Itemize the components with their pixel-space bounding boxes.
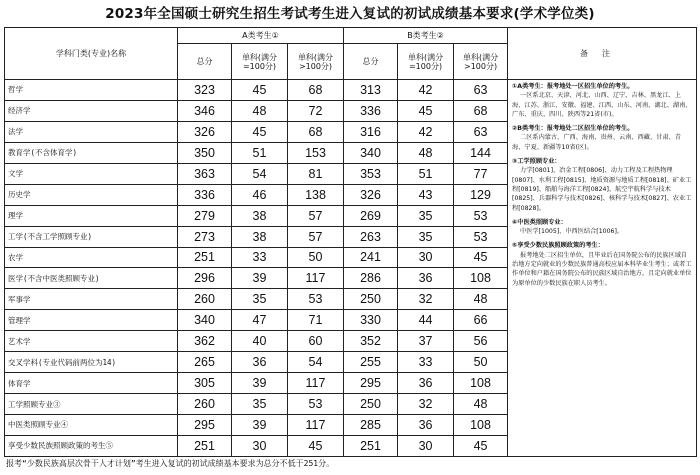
b-single-100-cell: 51	[398, 163, 454, 184]
note-title: ⑤享受少数民族照顾政策的考生：	[512, 242, 604, 250]
b-total-cell: 285	[344, 415, 398, 436]
b-single-over-100-header: 单科(满分>100分)	[454, 44, 508, 80]
a-single-100-cell: 48	[232, 100, 288, 121]
a-single-over-100-cell: 68	[288, 80, 344, 101]
b-single-100-cell: 36	[398, 373, 454, 394]
table-body	[5, 80, 697, 457]
b-total-cell: 269	[344, 205, 398, 226]
b-single-100-cell: 42	[398, 80, 454, 101]
a-single-over-100-cell: 53	[288, 394, 344, 415]
a-single-over-100-cell: 45	[288, 435, 344, 456]
b-single-over-100-cell: 63	[454, 121, 508, 142]
b-single-over-100-cell: 50	[454, 352, 508, 373]
b-total-cell: 336	[344, 100, 398, 121]
b-single-100-header: 单科(满分=100分)	[398, 44, 454, 80]
b-single-over-100-cell: 108	[454, 415, 508, 436]
a-total-cell: 326	[178, 121, 232, 142]
a-single-100-cell: 39	[232, 373, 288, 394]
a-single-100-cell: 51	[232, 142, 288, 163]
a-single-over-100-cell: 81	[288, 163, 344, 184]
b-single-over-100-cell: 66	[454, 310, 508, 331]
group-a-header: A类考生①	[178, 28, 344, 44]
b-total-cell: 340	[344, 142, 398, 163]
b-total-cell: 286	[344, 268, 398, 289]
a-single-100-cell: 30	[232, 435, 288, 456]
b-single-over-100-cell: 45	[454, 247, 508, 268]
subject-name: 军事学	[5, 289, 178, 310]
a-single-100-cell: 40	[232, 331, 288, 352]
subject-name: 中医类照顾专业④	[5, 415, 178, 436]
note-text: 中医学[1005]、中西医结合[1006]。	[520, 228, 624, 236]
a-single-over-100-cell: 138	[288, 184, 344, 205]
note-block	[512, 124, 692, 152]
a-single-over-100-cell: 117	[288, 415, 344, 436]
table-row	[5, 80, 697, 101]
b-single-over-100-cell: 108	[454, 373, 508, 394]
note-text: 力学[0801]、冶金工程[0806]、动力工程及工程热物理[0807]、水利工程[0815]、地质资源与地质工程[0818]、矿业工程[0819]、船舶与海洋工程[0824]、航空宇航科学与技术[0825]、兵器科学与技术[0826]、核科学与技术[0827]、农业工程[0828]。	[512, 167, 692, 212]
b-single-over-100-cell: 77	[454, 163, 508, 184]
a-single-over-100-cell: 54	[288, 352, 344, 373]
subject-name: 哲学	[5, 80, 178, 101]
a-total-cell: 340	[178, 310, 232, 331]
a-total-cell: 305	[178, 373, 232, 394]
b-total-cell: 250	[344, 289, 398, 310]
b-single-over-100-cell: 63	[454, 80, 508, 101]
b-single-100-cell: 48	[398, 142, 454, 163]
note-title: ②B类考生：报考地处二区招生单位的考生。	[512, 125, 634, 133]
b-single-over-100-cell: 53	[454, 205, 508, 226]
subject-name: 艺术学	[5, 331, 178, 352]
b-single-100-cell: 36	[398, 415, 454, 436]
a-total-cell: 362	[178, 331, 232, 352]
a-total-cell: 323	[178, 80, 232, 101]
b-single-100-cell: 45	[398, 100, 454, 121]
b-single-over-100-cell: 48	[454, 394, 508, 415]
b-total-cell: 263	[344, 226, 398, 247]
note-block	[512, 241, 692, 287]
b-single-100-cell: 36	[398, 268, 454, 289]
b-single-100-cell: 37	[398, 331, 454, 352]
note-block	[512, 157, 692, 213]
b-total-cell: 330	[344, 310, 398, 331]
a-single-over-100-cell: 50	[288, 247, 344, 268]
a-total-cell: 346	[178, 100, 232, 121]
b-single-100-cell: 35	[398, 205, 454, 226]
a-single-over-100-header: 单科(满分>100分)	[288, 44, 344, 80]
subject-name: 工学(不含工学照顾专业)	[5, 226, 178, 247]
footer-note: 报考“少数民族高层次骨干人才计划”考生进入复试的初试成绩基本要求为总分不低于251分。	[6, 459, 335, 468]
a-total-header: 总分	[178, 44, 232, 80]
b-total-header: 总分	[344, 44, 398, 80]
b-single-over-100-cell: 129	[454, 184, 508, 205]
note-text: 二区系内蒙古、广西、海南、贵州、云南、西藏、甘肃、青海、宁夏、新疆等10省(区)。	[512, 134, 681, 151]
a-single-100-cell: 45	[232, 80, 288, 101]
b-total-cell: 313	[344, 80, 398, 101]
a-single-over-100-cell: 68	[288, 121, 344, 142]
a-single-100-cell: 54	[232, 163, 288, 184]
a-single-over-100-cell: 57	[288, 205, 344, 226]
b-single-100-cell: 44	[398, 310, 454, 331]
b-single-over-100-cell: 108	[454, 268, 508, 289]
subject-name: 交叉学科(专业代码前两位为14)	[5, 352, 178, 373]
notes-cell	[508, 80, 697, 457]
b-single-over-100-cell: 144	[454, 142, 508, 163]
subject-name: 经济学	[5, 100, 178, 121]
note-block	[512, 82, 692, 119]
b-total-cell: 255	[344, 352, 398, 373]
a-single-over-100-cell: 57	[288, 226, 344, 247]
note-text: 一区系北京、天津、河北、山西、辽宁、吉林、黑龙江、上海、江苏、浙江、安徽、福建、江西、山东、河南、湖北、湖南、广东、重庆、四川、陕西等21省(市)。	[512, 92, 692, 118]
a-single-over-100-cell: 117	[288, 373, 344, 394]
note-block	[512, 218, 692, 237]
a-total-cell: 296	[178, 268, 232, 289]
b-single-100-cell: 32	[398, 289, 454, 310]
group-b-header: B类考生②	[344, 28, 508, 44]
subject-name: 工学照顾专业③	[5, 394, 178, 415]
b-total-cell: 326	[344, 184, 398, 205]
a-single-100-cell: 46	[232, 184, 288, 205]
notes-header: 备注	[508, 28, 697, 80]
a-single-over-100-cell: 72	[288, 100, 344, 121]
b-single-over-100-cell: 68	[454, 100, 508, 121]
a-single-100-cell: 45	[232, 121, 288, 142]
a-total-cell: 260	[178, 289, 232, 310]
b-single-100-cell: 30	[398, 435, 454, 456]
b-single-over-100-cell: 45	[454, 435, 508, 456]
a-total-cell: 363	[178, 163, 232, 184]
b-single-over-100-cell: 48	[454, 289, 508, 310]
subject-name: 文学	[5, 163, 178, 184]
subject-name: 管理学	[5, 310, 178, 331]
a-single-100-cell: 36	[232, 352, 288, 373]
a-total-cell: 336	[178, 184, 232, 205]
b-single-100-cell: 30	[398, 247, 454, 268]
a-total-cell: 273	[178, 226, 232, 247]
subject-name: 历史学	[5, 184, 178, 205]
b-single-100-cell: 42	[398, 121, 454, 142]
a-total-cell: 350	[178, 142, 232, 163]
a-total-cell: 295	[178, 415, 232, 436]
a-single-100-header: 单科(满分=100分)	[232, 44, 288, 80]
subject-name: 教育学(不含体育学)	[5, 142, 178, 163]
a-total-cell: 260	[178, 394, 232, 415]
score-requirements-table	[4, 27, 697, 457]
b-single-100-cell: 33	[398, 352, 454, 373]
note-title: ③工学照顾专业：	[512, 158, 561, 166]
a-single-100-cell: 35	[232, 394, 288, 415]
a-total-cell: 265	[178, 352, 232, 373]
a-single-100-cell: 39	[232, 415, 288, 436]
a-single-over-100-cell: 60	[288, 331, 344, 352]
note-text: 报考地处二区招生单位，且毕业后在国务院公布的民族区域自治地方定向就业的少数民族普通高校应届本科毕业生考生；或者工作单位和户籍在国务院公布的民族区域自治地方，且定向就业单位为原单位的少数民族在职人员考生。	[512, 251, 692, 287]
a-total-cell: 279	[178, 205, 232, 226]
b-single-100-cell: 35	[398, 226, 454, 247]
page-title: 2023年全国硕士研究生招生考试考生进入复试的初试成绩基本要求(学术学位类)	[105, 6, 595, 22]
b-total-cell: 250	[344, 394, 398, 415]
b-total-cell: 295	[344, 373, 398, 394]
subject-name: 医学(不含中医类照顾专业)	[5, 268, 178, 289]
a-single-100-cell: 38	[232, 226, 288, 247]
a-single-100-cell: 39	[232, 268, 288, 289]
a-total-cell: 251	[178, 435, 232, 456]
b-total-cell: 352	[344, 331, 398, 352]
b-total-cell: 251	[344, 435, 398, 456]
a-single-over-100-cell: 71	[288, 310, 344, 331]
b-single-100-cell: 32	[398, 394, 454, 415]
b-single-over-100-cell: 53	[454, 226, 508, 247]
b-total-cell: 353	[344, 163, 398, 184]
a-single-100-cell: 47	[232, 310, 288, 331]
subject-column-header: 学科门类(专业)名称	[5, 28, 178, 80]
a-single-over-100-cell: 153	[288, 142, 344, 163]
subject-name: 体育学	[5, 373, 178, 394]
b-total-cell: 241	[344, 247, 398, 268]
a-total-cell: 251	[178, 247, 232, 268]
a-single-100-cell: 35	[232, 289, 288, 310]
note-title: ④中医类照顾专业：	[512, 218, 567, 226]
subject-name: 农学	[5, 247, 178, 268]
subject-name: 享受少数民族照顾政策的考生⑤	[5, 435, 178, 456]
subject-name: 法学	[5, 121, 178, 142]
a-single-100-cell: 38	[232, 205, 288, 226]
b-total-cell: 316	[344, 121, 398, 142]
note-title: ①A类考生：报考地处一区招生单位的考生。	[512, 83, 634, 90]
subject-name: 理学	[5, 205, 178, 226]
b-single-100-cell: 43	[398, 184, 454, 205]
a-single-100-cell: 33	[232, 247, 288, 268]
a-single-over-100-cell: 53	[288, 289, 344, 310]
a-single-over-100-cell: 117	[288, 268, 344, 289]
b-single-over-100-cell: 56	[454, 331, 508, 352]
